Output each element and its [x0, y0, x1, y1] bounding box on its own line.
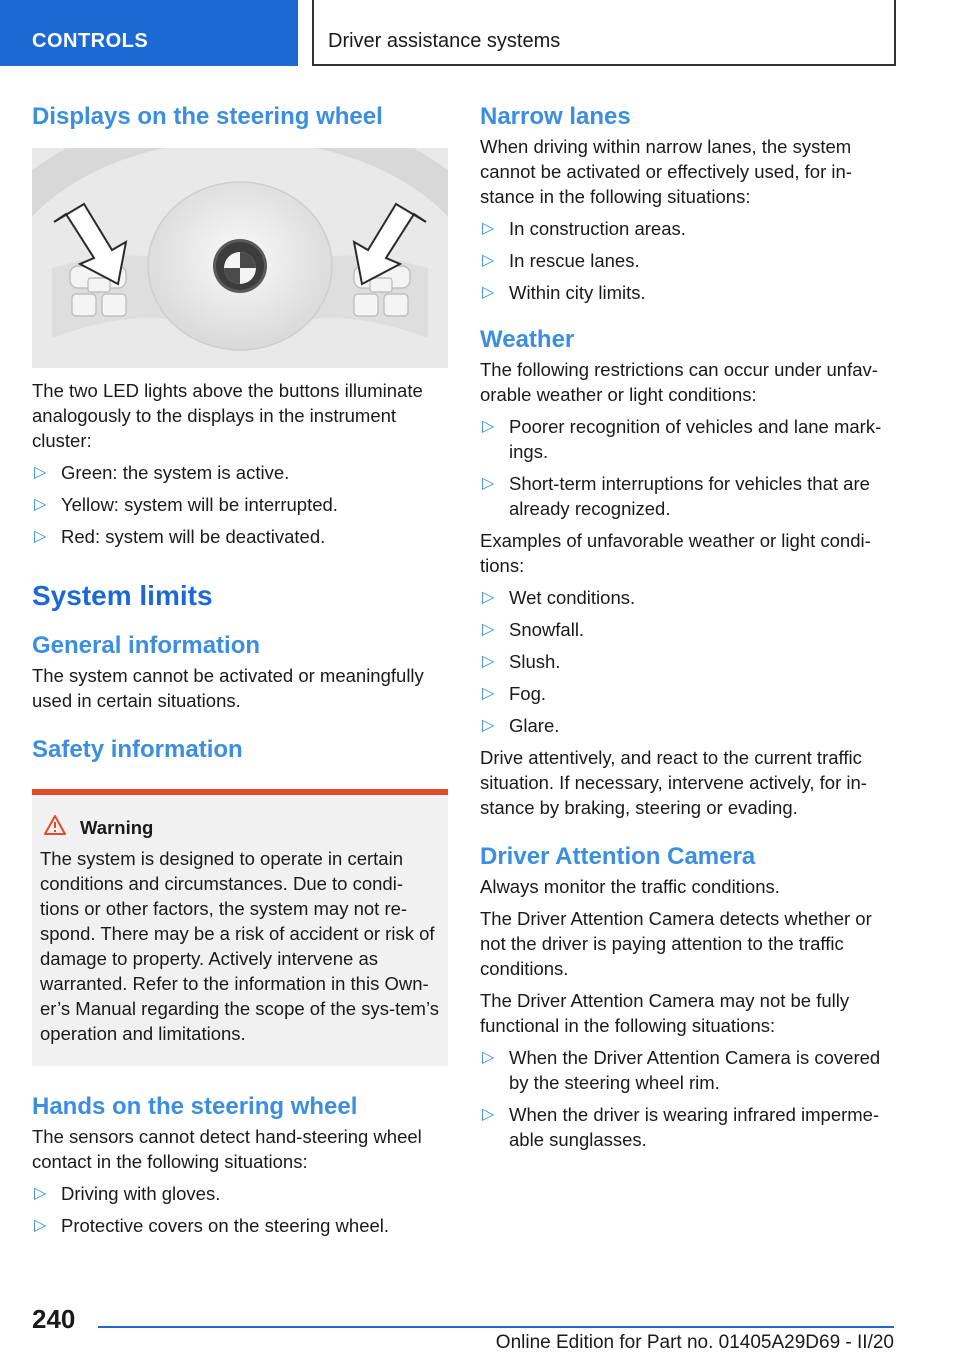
- edition-text: Online Edition for Part no. 01405A29D69 - II/20: [495, 1332, 894, 1353]
- narrow-lanes-heading: Narrow lanes: [480, 103, 631, 130]
- hands-intro: The sensors cannot detect hand-steering wheel contact in the following situations:: [32, 1126, 422, 1172]
- left-column: [32, 96, 448, 1238]
- bullet-triangle-icon: ▷: [482, 1106, 495, 1123]
- steering-wheel-image: [32, 148, 448, 368]
- list-item: ▷ Slush.: [482, 651, 561, 672]
- bullet-triangle-icon: ▷: [482, 284, 495, 301]
- list-item: ▷ When the Driver Attention Camera is covered by the steering wheel rim.: [482, 1047, 881, 1093]
- bullet-triangle-icon: ▷: [482, 589, 495, 606]
- weather-intro: The following restrictions can occur under unfav-orable weather or light conditions:: [480, 359, 878, 405]
- list-item: ▷ Short-term interruptions for vehicles that are already recognized.: [482, 473, 870, 519]
- list-item: ▷ Poorer recognition of vehicles and lane mark-ings.: [482, 416, 882, 462]
- list-item: ▷ Yellow: system will be interrupted.: [34, 494, 338, 515]
- camera-p2: The Driver Attention Camera detects whether or not the driver is paying attention to the traffic conditions.: [480, 908, 872, 979]
- warning-triangle-icon: [44, 815, 66, 840]
- bullet-triangle-icon: ▷: [482, 1049, 495, 1066]
- hands-heading: Hands on the steering wheel: [32, 1093, 358, 1120]
- warning-text: The system is designed to operate in certain conditions and circumstances. Due to condi-tions or other factors, the system may not re-spond. There may be a risk of accident or risk of damage to property. Actively intervene as warranted. Refer to the information in this Own-er’s Manual regarding the scope of the sys-tem’s operation and limitations.: [40, 848, 439, 1044]
- steering-wheel-illustration: [32, 148, 448, 368]
- right-column: [480, 96, 896, 1152]
- camera-p1: Always monitor the traffic conditions.: [480, 876, 780, 897]
- general-info-heading: General information: [32, 632, 261, 659]
- bullet-triangle-icon: ▷: [482, 475, 495, 492]
- displays-list: [32, 460, 448, 549]
- bullet-triangle-icon: ▷: [482, 685, 495, 702]
- camera-list: [480, 1045, 896, 1152]
- general-info-text: The system cannot be activated or meaningfully used in certain situations.: [32, 665, 424, 711]
- list-item: ▷ Snowfall.: [482, 619, 585, 640]
- list-item: ▷ In rescue lanes.: [482, 250, 640, 271]
- bullet-triangle-icon: ▷: [34, 1217, 47, 1234]
- hands-list: [32, 1181, 448, 1238]
- footer-divider: [98, 1326, 894, 1328]
- list-item: ▷ Wet conditions.: [482, 587, 636, 608]
- warning-box: [32, 789, 448, 1066]
- chapter-tab: Driver assistance systems: [312, 0, 896, 66]
- warning-title: Warning: [40, 815, 440, 840]
- list-item: ▷ When the driver is wearing infrared imperme-able sunglasses.: [482, 1104, 880, 1150]
- list-item: ▷ Glare.: [482, 715, 560, 736]
- list-item: ▷ Protective covers on the steering wheel.: [34, 1215, 390, 1236]
- narrow-lanes-list: [480, 216, 896, 305]
- page-footer: [0, 1296, 960, 1362]
- bullet-triangle-icon: ▷: [482, 220, 495, 237]
- bullet-triangle-icon: ▷: [482, 653, 495, 670]
- section-tab: CONTROLS: [0, 0, 298, 66]
- weather-examples-intro: Examples of unfavorable weather or light condi-tions:: [480, 530, 871, 576]
- weather-list: [480, 414, 896, 521]
- safety-info-heading: Safety information: [32, 736, 243, 763]
- bullet-triangle-icon: ▷: [34, 464, 47, 481]
- bullet-triangle-icon: ▷: [34, 528, 47, 545]
- bullet-triangle-icon: ▷: [482, 252, 495, 269]
- page-header: [0, 0, 960, 66]
- bullet-triangle-icon: ▷: [34, 1185, 47, 1202]
- displays-heading: Displays on the steering wheel: [32, 103, 383, 130]
- list-item: ▷ Driving with gloves.: [34, 1183, 221, 1204]
- bullet-triangle-icon: ▷: [482, 717, 495, 734]
- page-number: 240: [32, 1304, 76, 1334]
- weather-heading: Weather: [480, 326, 575, 353]
- bullet-triangle-icon: ▷: [482, 621, 495, 638]
- narrow-lanes-intro: When driving within narrow lanes, the system cannot be activated or effectively used, for in-stance in the following situations:: [480, 136, 852, 207]
- list-item: ▷ Within city limits.: [482, 282, 646, 303]
- list-item: ▷ Green: the system is active.: [34, 462, 290, 483]
- list-item: ▷ Red: system will be deactivated.: [34, 526, 326, 547]
- camera-heading: Driver Attention Camera: [480, 843, 756, 870]
- list-item: ▷ Fog.: [482, 683, 547, 704]
- bullet-triangle-icon: ▷: [34, 496, 47, 513]
- camera-p3: The Driver Attention Camera may not be fully functional in the following situations:: [480, 990, 850, 1036]
- weather-examples-list: [480, 585, 896, 738]
- system-limits-heading: System limits: [32, 580, 213, 611]
- displays-intro: The two LED lights above the buttons illuminate analogously to the displays in the instrument cluster:: [32, 380, 423, 451]
- bullet-triangle-icon: ▷: [482, 418, 495, 435]
- logo-emblem: [213, 239, 267, 293]
- weather-outro: Drive attentively, and react to the current traffic situation. If necessary, intervene actively, for in-stance by braking, steering or evading.: [480, 747, 867, 818]
- list-item: ▷ In construction areas.: [482, 218, 686, 239]
